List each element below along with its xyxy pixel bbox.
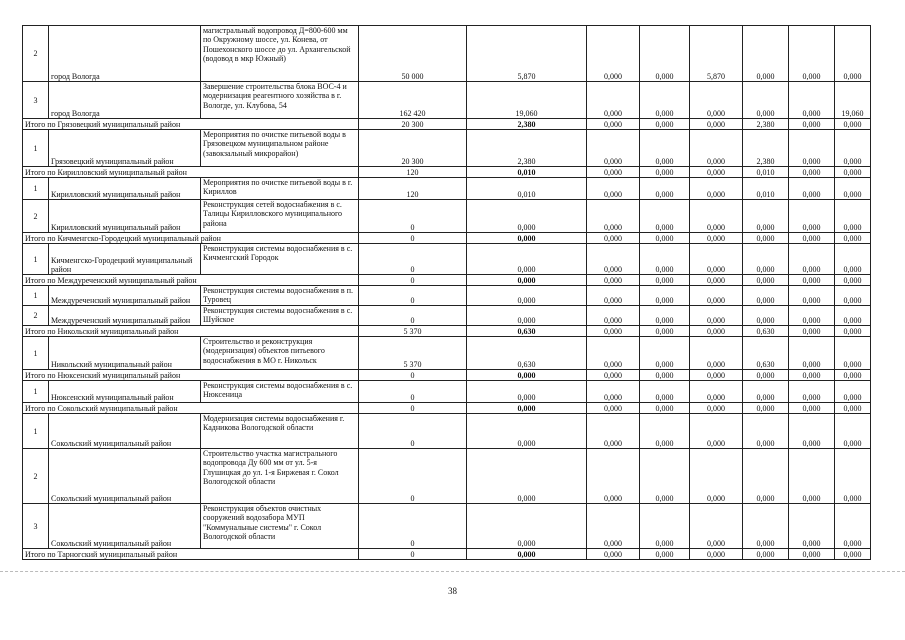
value-cell: 0,000 [835,26,871,82]
value-cell: 0,000 [640,306,690,326]
value-cell: 0,000 [789,200,835,233]
value-cell: 0 [359,549,467,560]
value-cell: 50 000 [359,26,467,82]
page-number: 38 [448,586,457,596]
district-cell: Никольский муниципальный район [49,337,201,370]
row-number: 2 [23,449,49,504]
value-cell: 0,000 [690,200,743,233]
value-cell: 5 370 [359,326,467,337]
value-cell: 0,000 [467,244,587,275]
value-cell: 0,000 [835,370,871,381]
value-cell: 0,000 [690,403,743,414]
value-cell: 20 300 [359,119,467,130]
table-row [23,200,871,233]
project-description: Строительство и реконструкция (модернизация) объектов питьевого водоснабжения в МО г. Никольск [201,337,359,370]
value-cell: 0,000 [789,244,835,275]
value-cell: 0,000 [640,130,690,167]
value-cell: 0,000 [690,178,743,200]
value-cell: 2,380 [743,130,789,167]
value-cell: 2,380 [743,119,789,130]
row-number: 2 [23,200,49,233]
value-cell: 0,000 [743,275,789,286]
value-cell: 0,000 [789,449,835,504]
district-cell: город Вологда [49,26,201,82]
value-cell: 0,000 [640,26,690,82]
value-cell: 19,060 [467,82,587,119]
value-cell: 0,000 [743,403,789,414]
project-description: магистральный водопровод Д=800-600 мм по Окружному шоссе, ул. Конева, от Пошехонского шоссе до ул. Архангельской (водовод в мкр Южный) [201,26,359,82]
value-cell: 0,000 [743,414,789,449]
value-cell: 0,000 [789,119,835,130]
value-cell: 0,000 [640,286,690,306]
subtotal-row [23,326,871,337]
value-cell: 0,010 [467,178,587,200]
value-cell: 0,000 [789,233,835,244]
value-cell: 0,000 [587,286,640,306]
row-number: 1 [23,286,49,306]
value-cell: 5,870 [467,26,587,82]
value-cell: 0,000 [690,326,743,337]
value-cell: 0,630 [743,337,789,370]
subtotal-row [23,549,871,560]
value-cell: 0,000 [587,403,640,414]
subtotal-row [23,167,871,178]
value-cell: 0,000 [789,414,835,449]
district-cell: Сокольский муниципальный район [49,449,201,504]
value-cell: 0,000 [640,381,690,403]
value-cell: 0,000 [835,326,871,337]
table-row [23,449,871,504]
value-cell: 0,000 [835,306,871,326]
value-cell: 0,000 [789,286,835,306]
value-cell: 0,010 [743,167,789,178]
value-cell: 0,000 [743,306,789,326]
value-cell: 0 [359,414,467,449]
value-cell: 0,000 [587,26,640,82]
value-cell: 0,000 [835,178,871,200]
row-number: 1 [23,381,49,403]
value-cell: 0,000 [467,414,587,449]
value-cell: 0,000 [789,370,835,381]
district-cell: Сокольский муниципальный район [49,414,201,449]
value-cell: 0,000 [640,178,690,200]
value-cell: 0 [359,370,467,381]
row-number: 3 [23,82,49,119]
subtotal-label: Итого по Грязовецкий муниципальный район [23,119,359,130]
value-cell: 0,000 [640,200,690,233]
value-cell: 120 [359,167,467,178]
table-row [23,381,871,403]
value-cell: 0,000 [467,403,587,414]
project-description: Модернизация системы водоснабжения г. Кадникова Вологодской области [201,414,359,449]
value-cell: 0,000 [640,119,690,130]
value-cell: 0,000 [789,337,835,370]
subtotal-label: Итого по Кичменгско-Городецкий муниципальный район [23,233,359,244]
subtotal-label: Итого по Никольский муниципальный район [23,326,359,337]
value-cell: 0,000 [835,167,871,178]
value-cell: 0,000 [640,244,690,275]
table-row [23,337,871,370]
value-cell: 0,000 [690,233,743,244]
value-cell: 0,000 [789,381,835,403]
value-cell: 0,000 [640,504,690,549]
value-cell: 0,000 [789,178,835,200]
row-number: 1 [23,130,49,167]
table-row [23,414,871,449]
value-cell: 0,000 [789,26,835,82]
table-row [23,82,871,119]
value-cell: 0 [359,275,467,286]
value-cell: 0,000 [789,167,835,178]
value-cell: 0,000 [743,504,789,549]
value-cell: 0,000 [587,244,640,275]
project-description: Реконструкция сетей водоснабжения в с. Талицы Кирилловского муниципального района [201,200,359,233]
value-cell: 0,000 [587,449,640,504]
value-cell: 0,000 [467,449,587,504]
value-cell: 0,000 [467,200,587,233]
value-cell: 5 370 [359,337,467,370]
value-cell: 0,000 [690,244,743,275]
value-cell: 0,000 [587,167,640,178]
value-cell: 0,000 [743,286,789,306]
value-cell: 0,000 [835,449,871,504]
value-cell: 0,000 [640,414,690,449]
value-cell: 0,000 [587,130,640,167]
value-cell: 0,000 [587,370,640,381]
value-cell: 0,000 [743,370,789,381]
value-cell: 0,000 [690,549,743,560]
table-row [23,26,871,82]
value-cell: 0,000 [587,306,640,326]
district-cell: Кирилловский муниципальный район [49,200,201,233]
budget-table-sheet [22,25,870,560]
district-cell: Междуреченский муниципальный район [49,306,201,326]
value-cell: 0,000 [743,26,789,82]
project-description: Завершение строительства блока ВОС-4 и модернизация реагентного хозяйства в г. Вологде, ул. Клубова, 54 [201,82,359,119]
district-cell: Кирилловский муниципальный район [49,178,201,200]
page-edge-line [0,571,905,572]
subtotal-row [23,403,871,414]
district-cell: Нюксенский муниципальный район [49,381,201,403]
project-description: Реконструкция системы водоснабжения в с. Нюксеница [201,381,359,403]
value-cell: 0,000 [835,549,871,560]
value-cell: 0,000 [467,306,587,326]
value-cell: 0,000 [789,275,835,286]
value-cell: 0,000 [587,326,640,337]
row-number: 3 [23,504,49,549]
value-cell: 0,000 [640,549,690,560]
table-row [23,130,871,167]
value-cell: 0,000 [743,549,789,560]
value-cell: 0,000 [835,130,871,167]
value-cell: 0 [359,381,467,403]
value-cell: 0,000 [789,403,835,414]
value-cell: 0 [359,244,467,275]
value-cell: 0,010 [467,167,587,178]
value-cell: 0,000 [467,381,587,403]
value-cell: 0,000 [587,119,640,130]
value-cell: 2,380 [467,119,587,130]
value-cell: 0,000 [835,414,871,449]
value-cell: 0 [359,449,467,504]
value-cell: 0,000 [690,449,743,504]
district-cell: Междуреченский муниципальный район [49,286,201,306]
value-cell: 0,000 [640,449,690,504]
project-description: Реконструкция системы водоснабжения в с. Кичменгский Городок [201,244,359,275]
value-cell: 0,000 [640,275,690,286]
value-cell: 0,000 [690,130,743,167]
table-row [23,504,871,549]
subtotal-row [23,370,871,381]
project-description: Мероприятия по очистке питьевой воды в Грязовецком муниципальном районе (завокзальный микрорайон) [201,130,359,167]
project-description: Строительство участка магистрального водопровода Ду 600 мм от ул. 5-я Глушицкая до ул. 1-я Биржевая г. Сокол Вологодской области [201,449,359,504]
value-cell: 0,000 [640,370,690,381]
value-cell: 0,000 [789,549,835,560]
value-cell: 0,000 [743,200,789,233]
row-number: 2 [23,26,49,82]
value-cell: 0,000 [789,504,835,549]
value-cell: 0 [359,504,467,549]
value-cell: 0 [359,403,467,414]
project-description: Мероприятия по очистке питьевой воды в г. Кириллов [201,178,359,200]
budget-table [22,25,871,560]
table-row [23,244,871,275]
value-cell: 0,000 [467,549,587,560]
value-cell: 0,000 [690,275,743,286]
project-description: Реконструкция объектов очистных сооружений водозабора МУП "Коммунальные системы" г. Сокол Вологодской области [201,504,359,549]
value-cell: 0,000 [640,337,690,370]
value-cell: 0,000 [690,370,743,381]
value-cell: 0,000 [587,178,640,200]
value-cell: 0,000 [835,200,871,233]
subtotal-label: Итого по Кирилловский муниципальный район [23,167,359,178]
value-cell: 0,000 [587,233,640,244]
value-cell: 120 [359,178,467,200]
value-cell: 0,000 [587,504,640,549]
value-cell: 0,000 [587,200,640,233]
value-cell: 2,380 [467,130,587,167]
value-cell: 0,000 [587,275,640,286]
value-cell: 0,000 [835,275,871,286]
subtotal-row [23,119,871,130]
value-cell: 0,000 [587,381,640,403]
value-cell: 0 [359,286,467,306]
value-cell: 0,000 [640,326,690,337]
table-row [23,178,871,200]
value-cell: 0,000 [743,449,789,504]
value-cell: 0,000 [690,306,743,326]
district-cell: Грязовецкий муниципальный район [49,130,201,167]
value-cell: 20 300 [359,130,467,167]
row-number: 1 [23,178,49,200]
value-cell: 162 420 [359,82,467,119]
value-cell: 5,870 [690,26,743,82]
subtotal-row [23,275,871,286]
value-cell: 0,010 [743,178,789,200]
subtotal-label: Итого по Междуреченский муниципальный район [23,275,359,286]
value-cell: 0,630 [467,337,587,370]
value-cell: 0,000 [640,167,690,178]
value-cell: 0,000 [467,286,587,306]
value-cell: 0,000 [690,119,743,130]
district-cell: Сокольский муниципальный район [49,504,201,549]
value-cell: 0,000 [640,82,690,119]
table-row [23,286,871,306]
value-cell: 0,000 [587,414,640,449]
value-cell: 0,000 [467,275,587,286]
value-cell: 0,000 [640,403,690,414]
value-cell: 19,060 [835,82,871,119]
row-number: 2 [23,306,49,326]
value-cell: 0,000 [835,244,871,275]
value-cell: 0,630 [743,326,789,337]
value-cell: 0,000 [690,82,743,119]
value-cell: 0,000 [467,370,587,381]
value-cell: 0,000 [789,306,835,326]
value-cell: 0,000 [587,82,640,119]
value-cell: 0,000 [835,119,871,130]
table-row [23,306,871,326]
value-cell: 0,000 [835,233,871,244]
value-cell: 0,000 [835,286,871,306]
value-cell: 0 [359,233,467,244]
project-description: Реконструкция системы водоснабжения в п. Туровец [201,286,359,306]
subtotal-label: Итого по Нюксенский муниципальный район [23,370,359,381]
value-cell: 0,000 [640,233,690,244]
row-number: 1 [23,337,49,370]
value-cell: 0,000 [835,337,871,370]
value-cell: 0,000 [690,414,743,449]
value-cell: 0,000 [743,381,789,403]
subtotal-label: Итого по Тарногский муниципальный район [23,549,359,560]
value-cell: 0,000 [835,403,871,414]
value-cell: 0,000 [789,82,835,119]
value-cell: 0,000 [835,381,871,403]
value-cell: 0,000 [467,504,587,549]
value-cell: 0,000 [743,233,789,244]
district-cell: город Вологда [49,82,201,119]
value-cell: 0,000 [587,337,640,370]
row-number: 1 [23,244,49,275]
value-cell: 0,000 [789,130,835,167]
value-cell: 0,630 [467,326,587,337]
subtotal-label: Итого по Сокольский муниципальный район [23,403,359,414]
value-cell: 0 [359,200,467,233]
value-cell: 0,000 [690,504,743,549]
value-cell: 0,000 [835,504,871,549]
value-cell: 0,000 [690,167,743,178]
table-body [23,26,871,560]
row-number: 1 [23,414,49,449]
value-cell: 0,000 [467,233,587,244]
value-cell: 0,000 [789,326,835,337]
value-cell: 0,000 [690,381,743,403]
subtotal-row [23,233,871,244]
value-cell: 0 [359,306,467,326]
value-cell: 0,000 [587,549,640,560]
value-cell: 0,000 [690,337,743,370]
value-cell: 0,000 [690,286,743,306]
value-cell: 0,000 [743,244,789,275]
district-cell: Кичменгско-Городецкий муниципальный район [49,244,201,275]
value-cell: 0,000 [743,82,789,119]
project-description: Реконструкция системы водоснабжения в с. Шуйское [201,306,359,326]
